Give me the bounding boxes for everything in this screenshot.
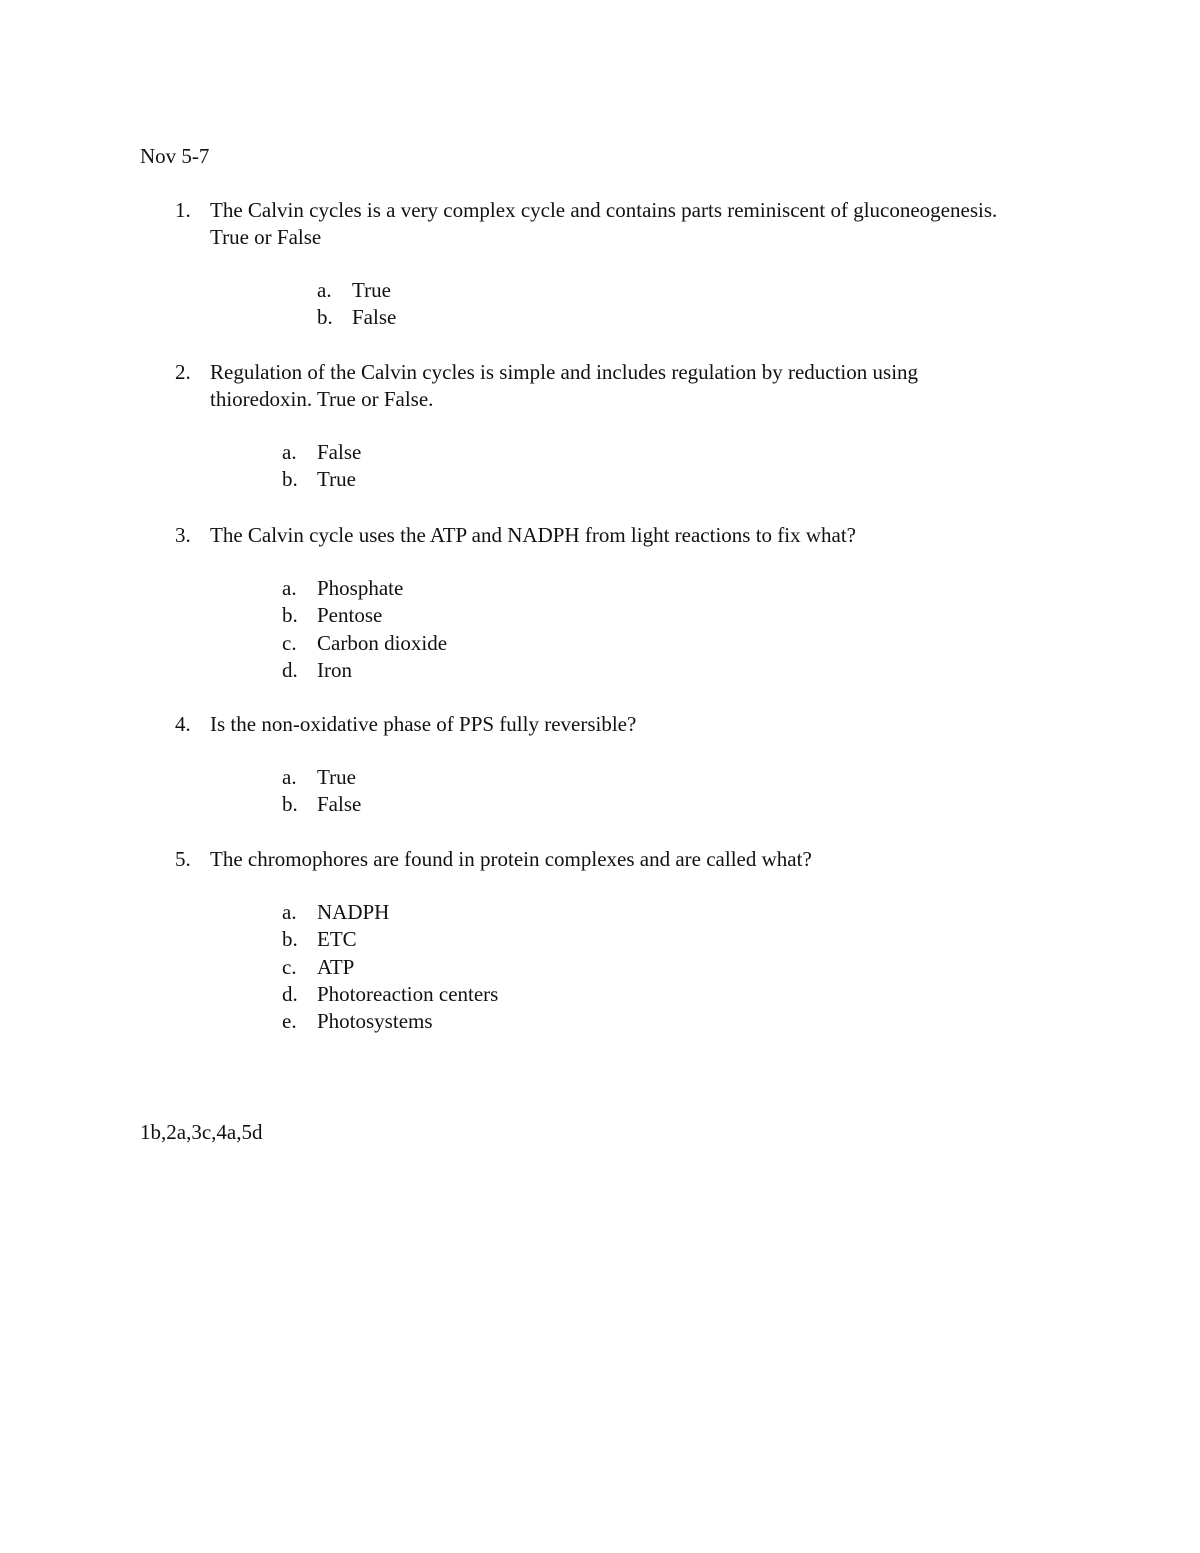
answer-key: 1b,2a,3c,4a,5d — [140, 1120, 263, 1144]
option-letter: c. — [282, 954, 297, 979]
option-list — [175, 764, 1035, 819]
question-text: Is the non-oxidative phase of PPS fully reversible? — [210, 712, 637, 736]
option-list — [175, 575, 1035, 684]
option-text: True — [317, 765, 356, 789]
option-letter: a. — [282, 440, 297, 464]
question-number: 3. — [175, 523, 191, 547]
question-text: Regulation of the Calvin cycles is simple and includes regulation by reduction using thioredoxin. True or False. — [210, 360, 919, 411]
question-text: The Calvin cycles is a very complex cycle and contains parts reminiscent of gluconeogenesis. True or False — [210, 198, 998, 249]
option-item — [175, 926, 1035, 953]
option-letter: b. — [282, 603, 298, 628]
option-item — [175, 954, 1035, 981]
option-text: Pentose — [317, 603, 383, 628]
option-letter: a. — [282, 576, 297, 600]
question-5 — [175, 846, 1035, 1035]
option-item — [175, 899, 1035, 926]
question-text: The chromophores are found in protein complexes and are called what? — [210, 847, 812, 871]
option-letter: b. — [282, 927, 298, 952]
option-letter: a. — [317, 278, 332, 302]
question-number: 2. — [175, 360, 191, 384]
option-text: True — [317, 467, 356, 492]
option-list — [175, 439, 1035, 494]
option-item — [175, 791, 1035, 818]
option-letter: b. — [282, 467, 298, 492]
option-text: ETC — [317, 927, 357, 952]
option-letter: b. — [282, 792, 298, 817]
question-2 — [175, 359, 1035, 494]
option-letter: a. — [282, 765, 297, 789]
option-item — [175, 981, 1035, 1008]
option-text: Carbon dioxide — [317, 630, 448, 655]
option-text: False — [317, 792, 362, 817]
question-4 — [175, 711, 1035, 819]
option-item — [175, 764, 1035, 791]
option-item — [175, 602, 1035, 629]
option-text: Photosystems — [317, 1009, 433, 1034]
option-list — [175, 899, 1035, 1035]
document-header: Nov 5-7 — [140, 144, 210, 168]
option-item — [175, 1008, 1035, 1035]
option-text: Photoreaction centers — [317, 981, 499, 1006]
option-text: Iron — [317, 657, 352, 682]
option-text: Phosphate — [317, 576, 404, 600]
question-text: The Calvin cycle uses the ATP and NADPH from light reactions to fix what? — [210, 523, 857, 547]
question-number: 4. — [175, 712, 191, 736]
question-number: 1. — [175, 198, 191, 222]
option-item — [175, 304, 1035, 331]
option-letter: c. — [282, 630, 297, 655]
option-text: False — [317, 440, 362, 464]
question-1 — [175, 197, 1035, 332]
option-item — [175, 277, 1035, 304]
option-list — [175, 277, 1035, 332]
option-letter: d. — [282, 657, 298, 682]
option-item — [175, 657, 1035, 684]
question-number: 5. — [175, 847, 191, 871]
option-letter: b. — [317, 305, 333, 330]
option-letter: d. — [282, 981, 298, 1006]
option-item — [175, 466, 1035, 493]
option-item — [175, 575, 1035, 602]
option-text: ATP — [317, 954, 355, 979]
option-text: False — [352, 305, 397, 330]
option-letter: a. — [282, 900, 297, 924]
option-text: NADPH — [317, 900, 390, 924]
option-letter: e. — [282, 1009, 297, 1034]
question-3 — [175, 522, 1035, 684]
option-item — [175, 439, 1035, 466]
option-text: True — [352, 278, 391, 302]
option-item — [175, 630, 1035, 657]
